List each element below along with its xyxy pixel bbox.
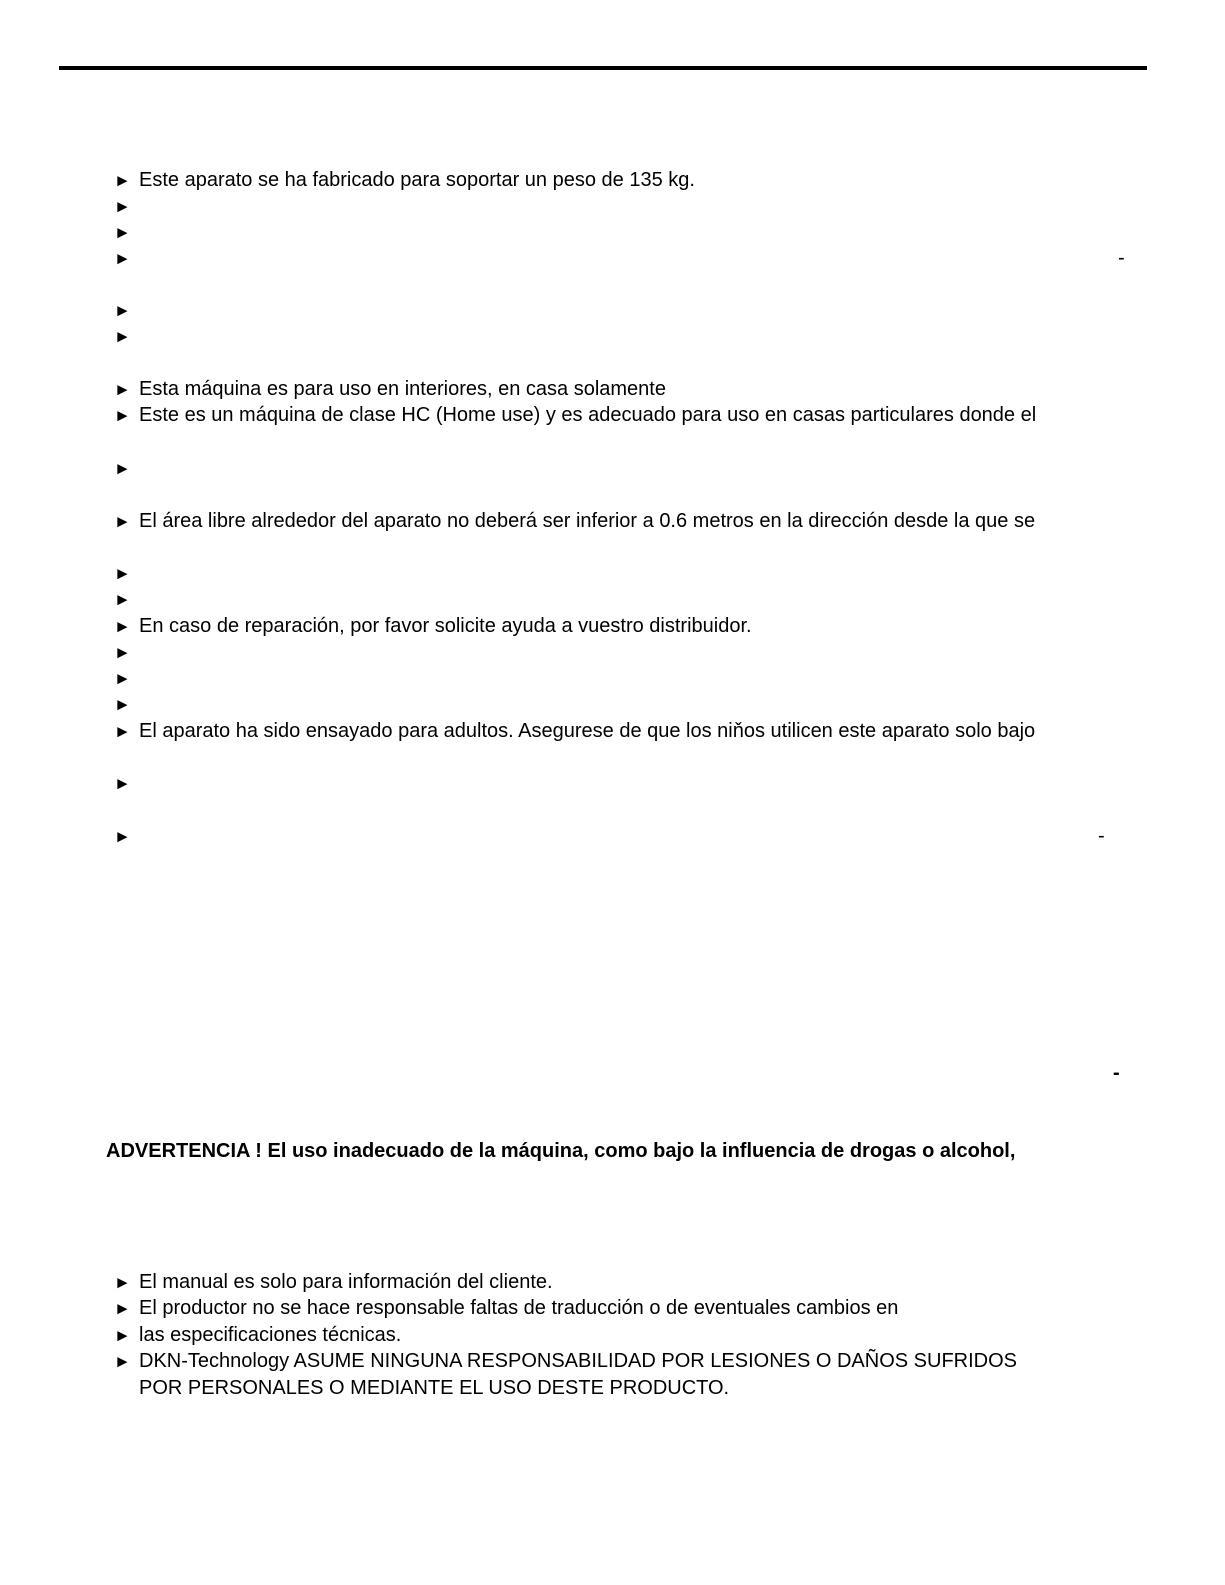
list-item [114, 220, 139, 245]
list-item-text: El productor no se hace responsable faltas de traducción o de eventuales cambios en [139, 1297, 899, 1319]
bullet-arrow-icon: ► [114, 406, 131, 425]
trailing-dash: - [1118, 247, 1125, 269]
bullet-arrow-icon: ► [114, 643, 131, 662]
bullet-arrow-icon: ► [114, 301, 131, 320]
list-item [114, 614, 752, 639]
list-item [114, 403, 1036, 428]
list-item [114, 561, 139, 586]
bullet-arrow-icon: ► [114, 380, 131, 399]
list-item [114, 324, 139, 349]
list-item [114, 1270, 553, 1295]
list-item-text: Este aparato se ha fabricado para soportar un peso de 135 kg. [139, 169, 695, 191]
list-item [114, 509, 1035, 534]
list-item [114, 771, 139, 796]
list-item [114, 666, 139, 691]
bullet-arrow-icon: ► [114, 1273, 131, 1292]
list-item [114, 1296, 898, 1321]
top-rule [59, 66, 1147, 70]
trailing-dash: - [1113, 1062, 1120, 1084]
list-item-text: El manual es solo para información del cliente. [139, 1271, 553, 1293]
list-item [114, 194, 139, 219]
bullet-arrow-icon: ► [114, 669, 131, 688]
list-item [114, 587, 139, 612]
bullet-arrow-icon: ► [114, 695, 131, 714]
bullet-arrow-icon: ► [114, 1299, 131, 1318]
bullet-arrow-icon: ► [114, 617, 131, 636]
list-item [114, 298, 139, 323]
list-item [114, 1349, 1017, 1374]
list-item-text: En caso de reparación, por favor solicite ayuda a vuestro distribuidor. [139, 615, 752, 637]
list-item [114, 640, 139, 665]
bullet-arrow-icon: ► [114, 327, 131, 346]
list-item-text: Esta máquina es para uso en interiores, en casa solamente [139, 378, 666, 400]
bullet-arrow-icon: ► [114, 827, 131, 846]
bullet-arrow-icon: ► [114, 249, 131, 268]
bullet-arrow-icon: ► [114, 564, 131, 583]
list-item-text: DKN-Technology ASUME NINGUNA RESPONSABILIDAD POR LESIONES O DAÑOS SUFRIDOS [139, 1350, 1018, 1372]
bullet-arrow-icon: ► [114, 459, 131, 478]
list-item [114, 1323, 401, 1348]
list-item [114, 824, 139, 849]
bullet-arrow-icon: ► [114, 590, 131, 609]
bullet-arrow-icon: ► [114, 722, 131, 741]
list-item-text: El aparato ha sido ensayado para adultos. Asegurese de que los niňos utilicen este aparato solo bajo [139, 720, 1036, 742]
bullet-arrow-icon: ► [114, 171, 131, 190]
list-item-text: El área libre alrededor del aparato no deberá ser inferior a 0.6 metros en la dirección desde la que se [139, 510, 1036, 532]
bullet-arrow-icon: ► [114, 197, 131, 216]
bullet-arrow-icon: ► [114, 1326, 131, 1345]
list-item [114, 168, 695, 193]
list-item-text: las especificaciones técnicas. [139, 1324, 402, 1346]
list-item [114, 692, 139, 717]
bullet-arrow-icon: ► [114, 512, 131, 531]
bullet-arrow-icon: ► [114, 223, 131, 242]
list-item [114, 719, 1035, 744]
bullet-arrow-icon: ► [114, 1352, 131, 1371]
trailing-dash: - [1098, 825, 1105, 847]
disclaimer-continuation: POR PERSONALES O MEDIANTE EL USO DESTE PRODUCTO. [139, 1377, 730, 1399]
list-item-text: Este es un máquina de clase HC (Home use) y es adecuado para uso en casas particulares donde el [139, 404, 1037, 426]
bullet-arrow-icon: ► [114, 774, 131, 793]
list-item [114, 246, 139, 271]
warning-text: ADVERTENCIA ! El uso inadecuado de la máquina, como bajo la influencia de drogas o alcohol, [106, 1140, 1016, 1162]
list-item [114, 377, 666, 402]
list-item [114, 456, 139, 481]
